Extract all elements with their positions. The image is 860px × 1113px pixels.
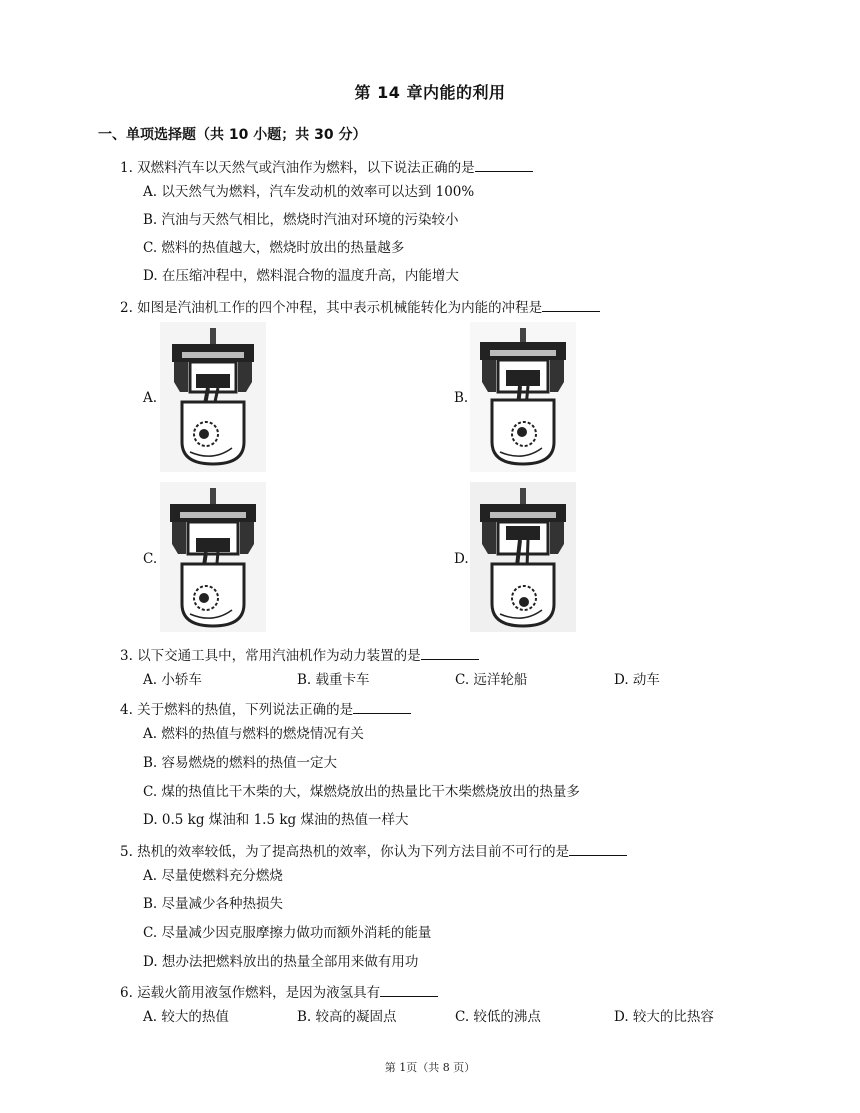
section-heading: 一、单项选择题（共 10 小题；共 30 分） (98, 127, 367, 143)
question-2-option-c-label[interactable]: C. (143, 551, 158, 567)
question-2-option-d-label[interactable]: D. (454, 551, 469, 567)
question-1-option-d[interactable]: D. 在压缩冲程中，燃料混合物的温度升高，内能增大 (143, 268, 459, 284)
question-1-option-a[interactable]: A. 以天然气为燃料，汽车发动机的效率可以达到 100% (143, 184, 475, 200)
page-title: 第 14 章内能的利用 (354, 83, 506, 102)
engine-diagram-c[interactable] (160, 482, 266, 632)
question-6-option-c[interactable]: C. 较低的沸点 (455, 1009, 541, 1025)
question-4-option-c[interactable]: C. 煤的热值比干木柴的大，煤燃烧放出的热量比干木柴燃烧放出的热量多 (143, 784, 580, 800)
question-6-option-b[interactable]: B. 较高的凝固点 (297, 1009, 397, 1025)
page-footer: 第 1页（共 8 页） (384, 1061, 476, 1074)
question-2-stem: 2. 如图是汽油机工作的四个冲程，其中表示机械能转化为内能的冲程是 (120, 296, 600, 316)
answer-blank[interactable] (542, 297, 600, 312)
question-1-stem: 1. 双燃料汽车以天然气或汽油作为燃料，以下说法正确的是 (120, 156, 533, 176)
question-5-option-b[interactable]: B. 尽量减少各种热损失 (143, 896, 284, 912)
question-3-stem: 3. 以下交通工具中，常用汽油机作为动力装置的是 (120, 644, 479, 664)
question-4-option-a[interactable]: A. 燃料的热值与燃料的燃烧情况有关 (143, 726, 364, 742)
question-5-option-a[interactable]: A. 尽量使燃料充分燃烧 (143, 868, 283, 884)
answer-blank[interactable] (475, 157, 533, 172)
answer-blank[interactable] (569, 841, 627, 856)
question-2-option-b-label[interactable]: B. (454, 390, 469, 406)
question-3-option-c[interactable]: C. 远洋轮船 (455, 672, 528, 688)
question-4-option-d[interactable]: D. 0.5 kg 煤油和 1.5 kg 煤油的热值一样大 (143, 812, 409, 828)
question-3-option-b[interactable]: B. 载重卡车 (297, 672, 370, 688)
question-6-stem: 6. 运载火箭用液氢作燃料，是因为液氢具有 (120, 981, 438, 1001)
answer-blank[interactable] (421, 645, 479, 660)
question-4-option-b[interactable]: B. 容易燃烧的燃料的热值一定大 (143, 755, 338, 771)
question-1-option-b[interactable]: B. 汽油与天然气相比，燃烧时汽油对环境的污染较小 (143, 212, 459, 228)
question-5-stem: 5. 热机的效率较低，为了提高热机的效率，你认为下列方法目前不可行的是 (120, 840, 627, 860)
question-3-option-d[interactable]: D. 动车 (614, 672, 660, 688)
engine-diagram-d[interactable] (470, 482, 576, 632)
question-6-option-d[interactable]: D. 较大的比热容 (614, 1009, 714, 1025)
question-5-option-c[interactable]: C. 尽量减少因克服摩擦力做功而额外消耗的能量 (143, 925, 432, 941)
engine-diagram-b[interactable] (470, 322, 576, 472)
engine-diagram-a[interactable] (160, 322, 266, 472)
question-5-option-d[interactable]: D. 想办法把燃料放出的热量全部用来做有用功 (143, 954, 419, 970)
question-2-option-a-label[interactable]: A. (143, 390, 158, 406)
question-3-option-a[interactable]: A. 小轿车 (143, 672, 202, 688)
question-6-option-a[interactable]: A. 较大的热值 (143, 1009, 229, 1025)
question-1-option-c[interactable]: C. 燃料的热值越大，燃烧时放出的热量越多 (143, 240, 405, 256)
question-4-stem: 4. 关于燃料的热值，下列说法正确的是 (120, 698, 411, 718)
answer-blank[interactable] (353, 699, 411, 714)
answer-blank[interactable] (380, 982, 438, 997)
